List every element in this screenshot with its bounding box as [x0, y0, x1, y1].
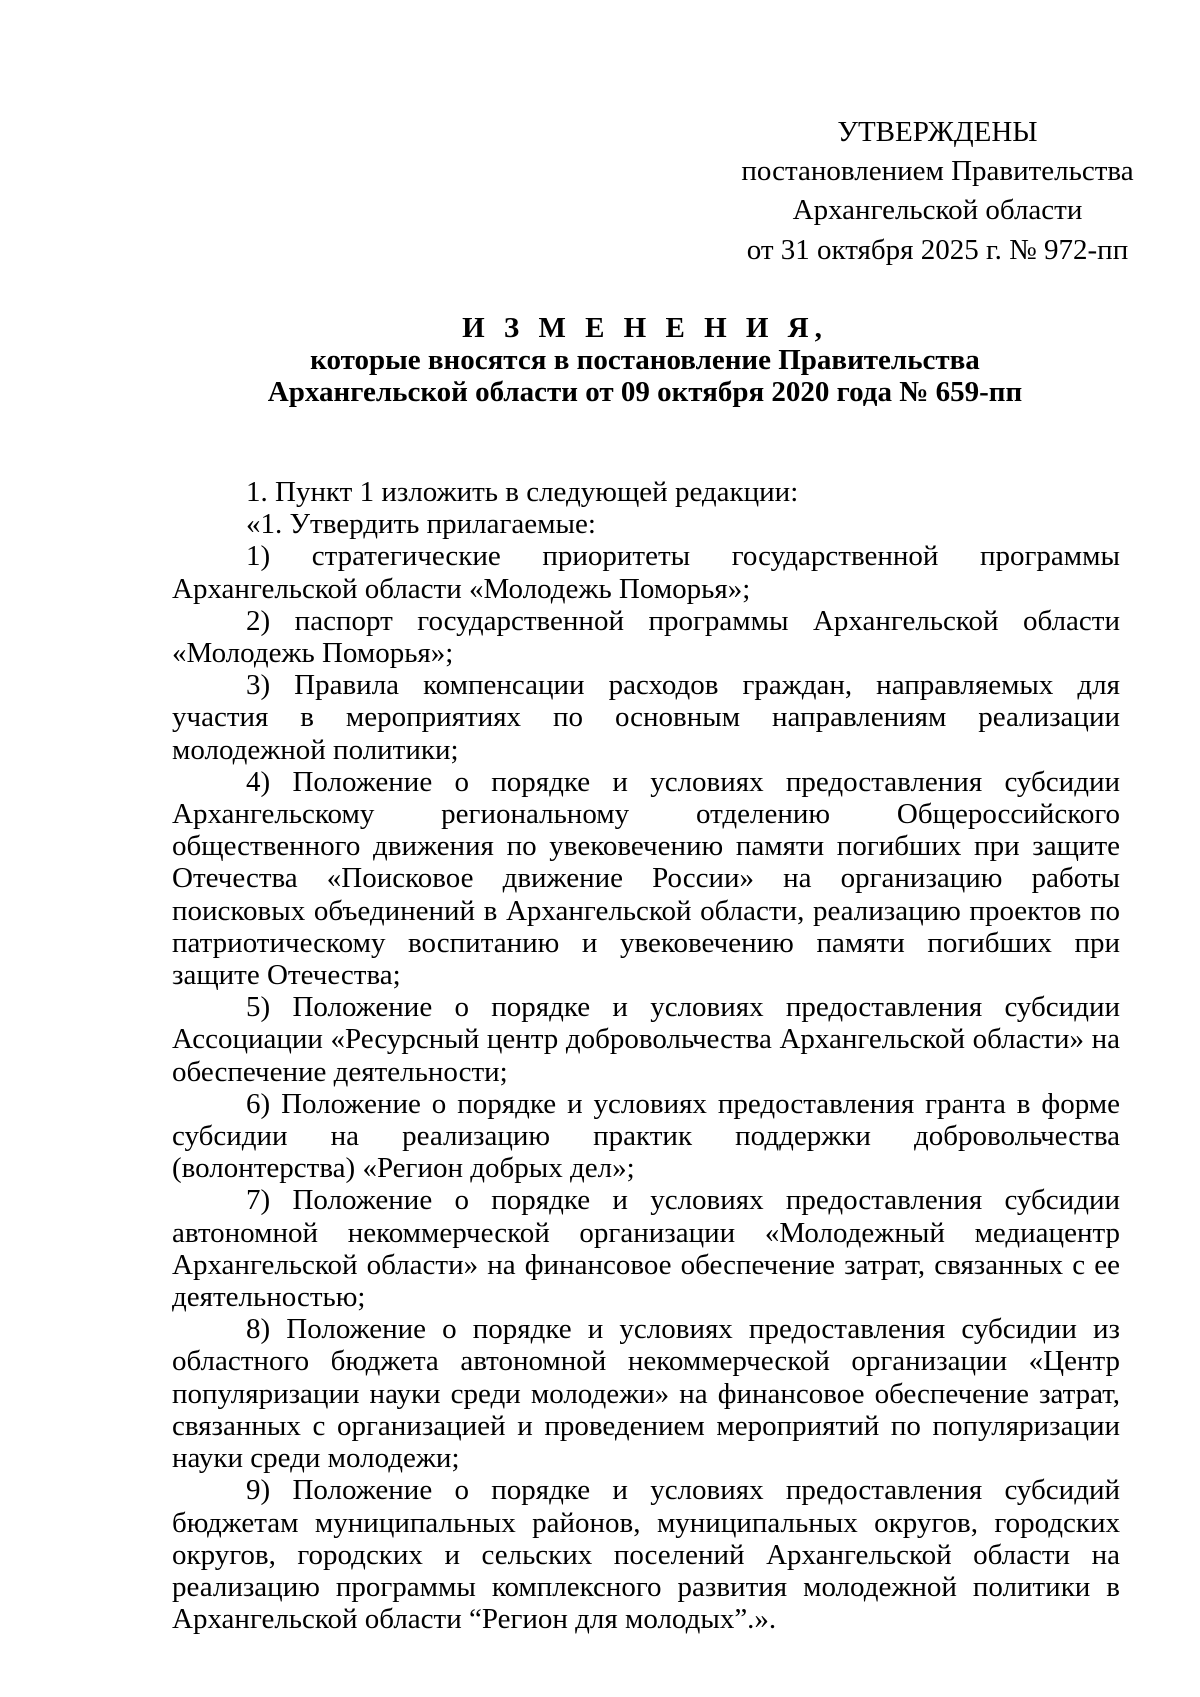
paragraph: 1. Пункт 1 изложить в следующей редакции:: [246, 476, 799, 508]
paragraph: 4) Положение о порядке и условиях предоставления субсидии Архангельскому региональному отделению Общероссийского общественного движения по увековечению памяти погибших при защите Отечества «Поисковое движение России» на организацию работы поисковых объединений в Архангельской области, реализацию проектов по патриотическому воспитанию и увековечению памяти погибших при защите Отечества;: [172, 765, 1120, 992]
approval-stamp: [715, 116, 1160, 266]
approval-line-1: постановлением Правительства: [741, 155, 1134, 188]
paragraph: 8) Положение о порядке и условиях предоставления субсидии из областного бюджета автономной некоммерческой организации «Центр популяризации науки среди молодежи» на финансовое обеспечение затрат, связанных с организацией и проведением мероприятий по популяризации науки среди молодежи;: [172, 1313, 1120, 1475]
paragraph: 6) Положение о порядке и условиях предоставления гранта в форме субсидии на реализацию практик поддержки добровольчества (волонтерства) «Регион добрых дел»;: [172, 1087, 1120, 1185]
paragraph: 2) паспорт государственной программы Архангельской области «Молодежь Поморья»;: [172, 604, 1120, 670]
document-title-block: [170, 312, 1120, 409]
paragraph: «1. Утвердить прилагаемые:: [246, 508, 596, 541]
approval-line-2: Архангельской области: [792, 194, 1083, 227]
approval-line-3: от 31 октября 2025 г. № 972-пп: [746, 233, 1129, 266]
document-subtitle-2: Архангельской области от 09 октября 2020 года № 659-пп: [267, 376, 1023, 409]
paragraph: 7) Положение о порядке и условиях предоставления субсидии автономной некоммерческой организации «Молодежный медиацентр Архангельской области» на финансовое обеспечение затрат, связанных с ее деятельностью;: [172, 1184, 1120, 1314]
paragraph: 1) стратегические приоритеты государственной программы Архангельской области «Молодежь Поморья»;: [172, 540, 1120, 605]
document-subtitle-1: которые вносятся в постановление Правительства: [310, 344, 980, 377]
paragraph: 5) Положение о порядке и условиях предоставления субсидии Ассоциации «Ресурсный центр добровольчества Архангельской области» на обеспечение деятельности;: [172, 991, 1120, 1088]
document-body: [172, 476, 1120, 1635]
paragraph: 3) Правила компенсации расходов граждан, направляемых для участия в мероприятиях по основным направлениям реализации молодежной политики;: [172, 669, 1120, 766]
paragraph: 9) Положение о порядке и условиях предоставления субсидий бюджетам муниципальных районов, муниципальных округов, городских округов, городских и сельских поселений Архангельской области на реализацию программы комплексного развития молодежной политики в Архангельской области “Регион для молодых”.».: [172, 1474, 1120, 1636]
document-title: И З М Е Н Е Н И Я,: [462, 312, 828, 344]
approval-heading: УТВЕРЖДЕНЫ: [837, 116, 1038, 148]
